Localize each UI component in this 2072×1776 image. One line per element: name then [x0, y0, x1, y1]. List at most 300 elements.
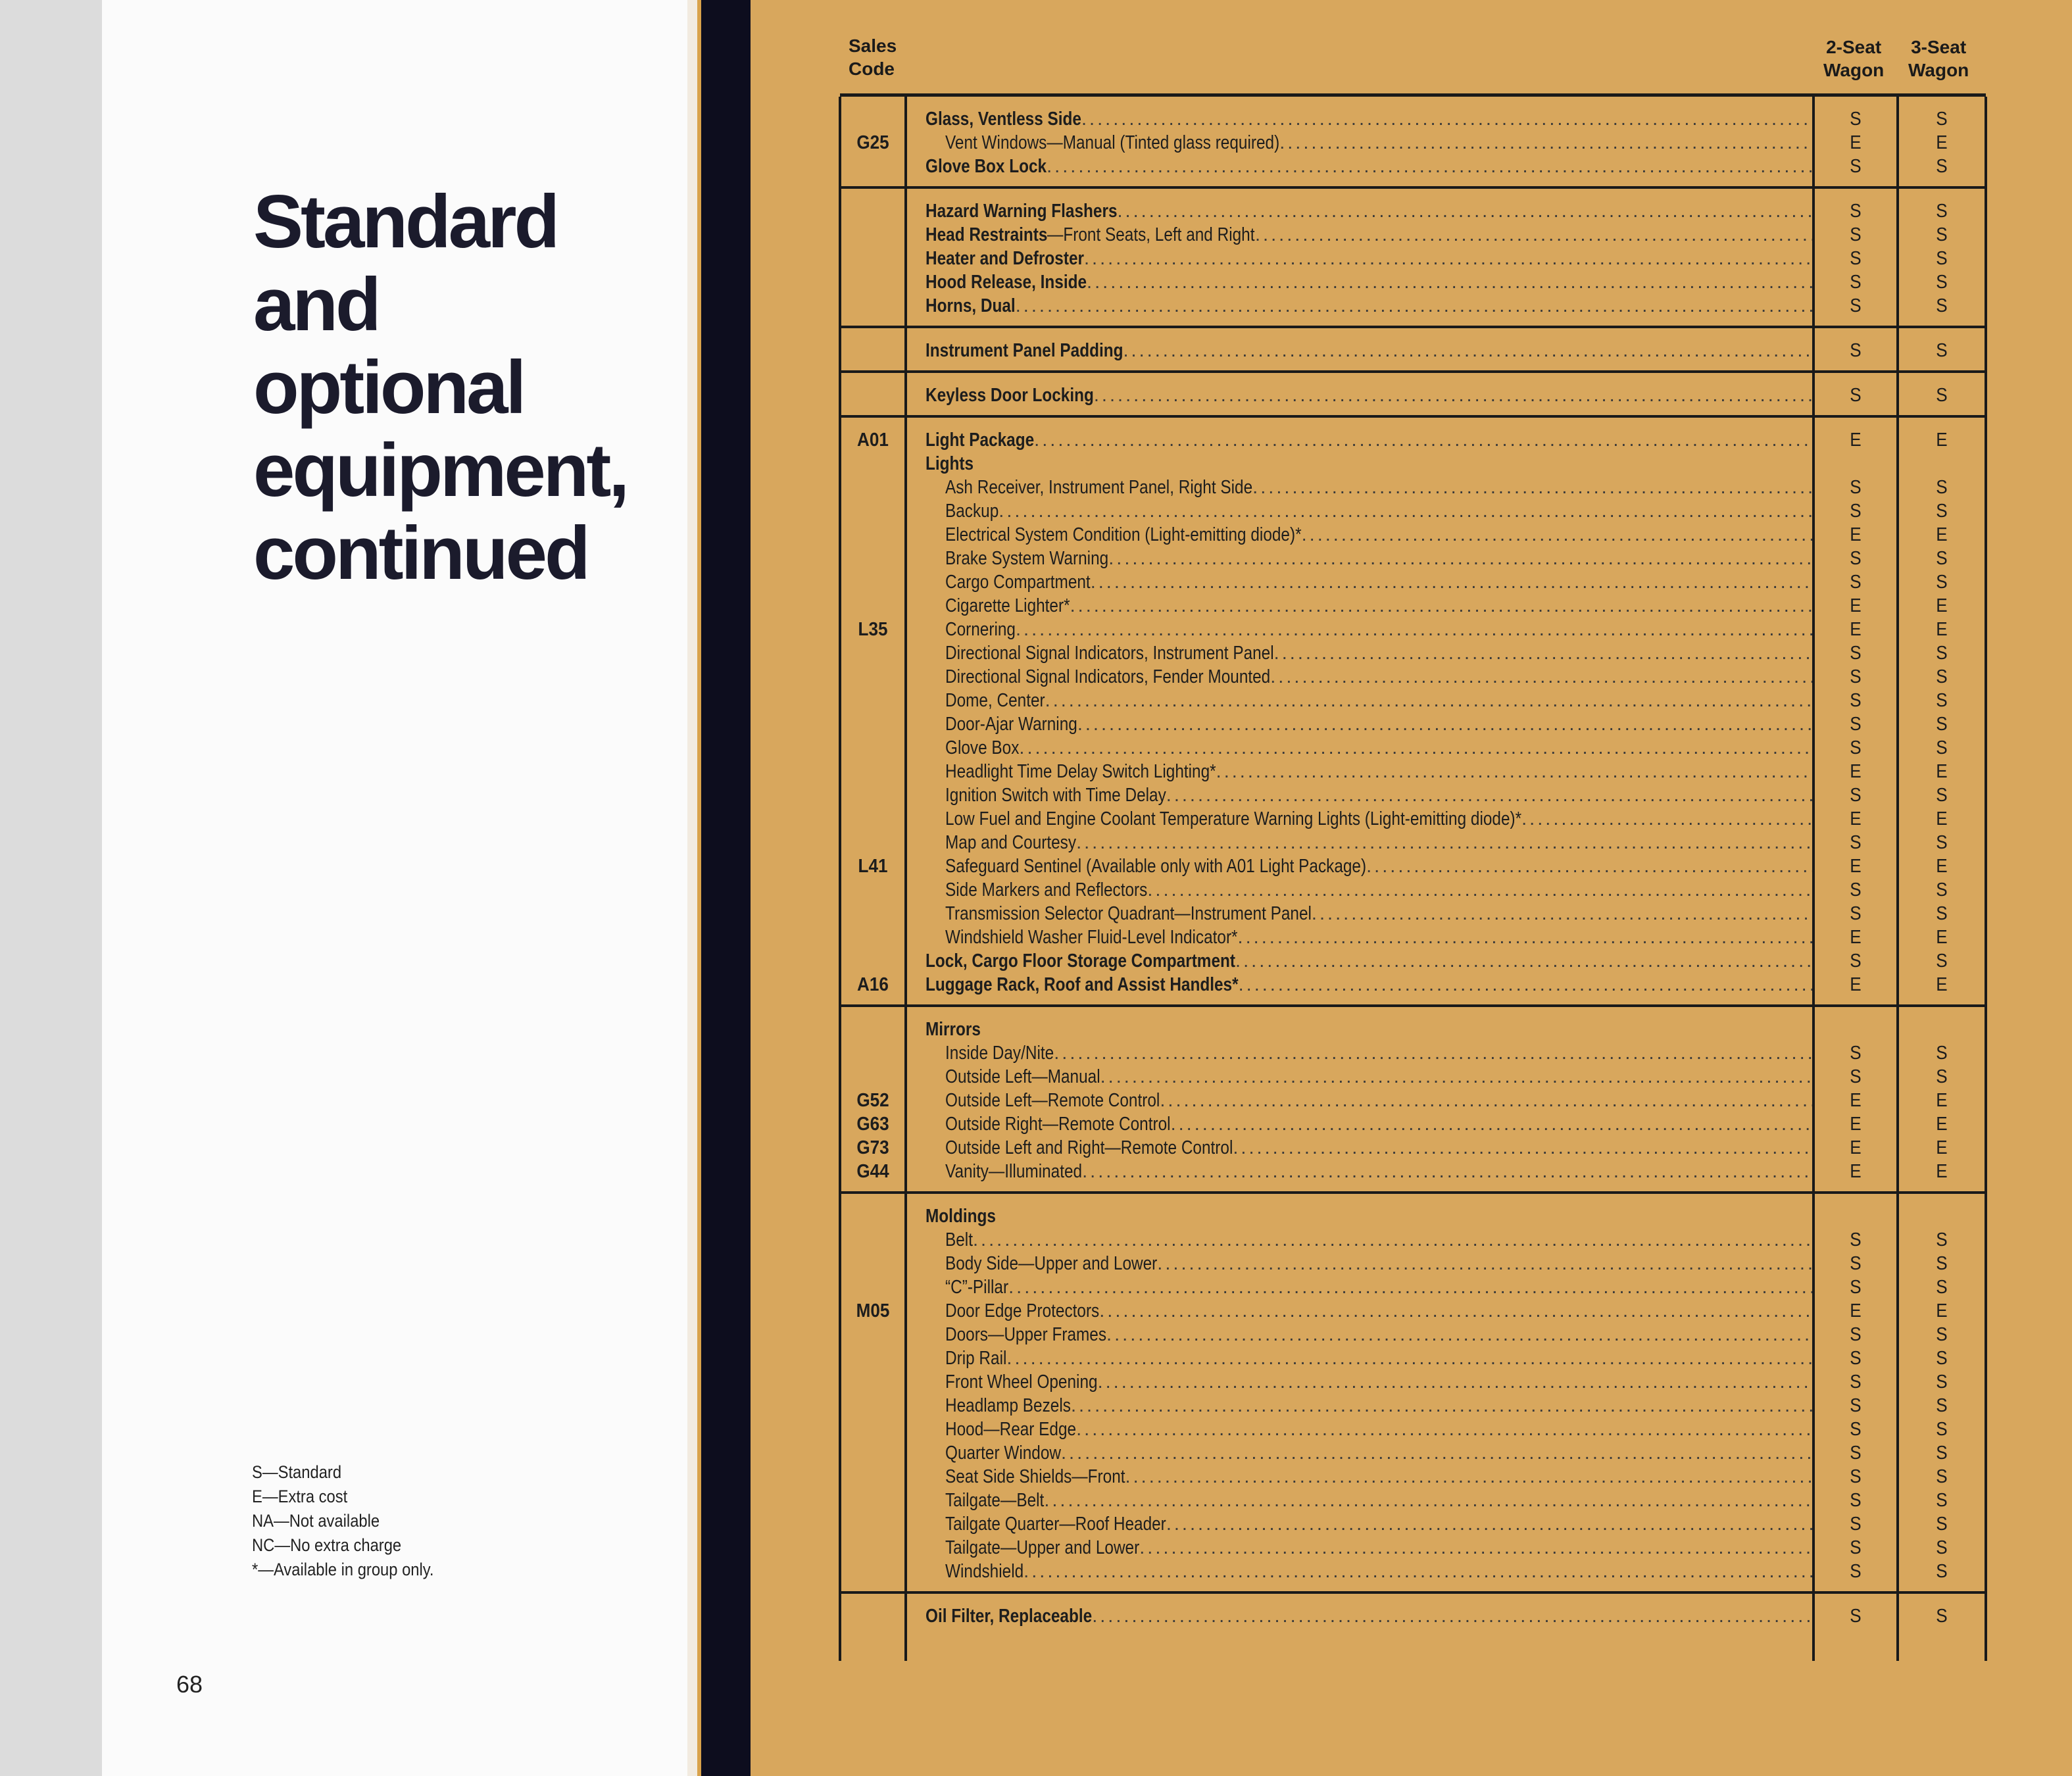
- availability-value: S: [1850, 1490, 1862, 1511]
- equipment-description-cell: [906, 523, 1813, 547]
- equipment-description-cell: [906, 689, 1813, 712]
- three-seat-wagon-cell: [1898, 1065, 1986, 1089]
- group-bottom-padding: [840, 1183, 1986, 1193]
- three-seat-wagon-cell: [1898, 973, 1986, 997]
- availability-value: S: [1936, 477, 1948, 498]
- table-row: [840, 831, 1986, 854]
- equipment-description: [907, 1560, 1812, 1583]
- dot-leader: [1312, 902, 1812, 925]
- two-seat-wagon-cell: [1813, 1041, 1898, 1065]
- table-row: [840, 523, 1986, 547]
- three-seat-cell: [1898, 318, 1986, 327]
- availability-value: E: [1850, 974, 1862, 995]
- header-sales-code: [849, 34, 897, 80]
- two-seat-cell: [1813, 407, 1898, 416]
- availability-value: S: [1850, 272, 1862, 293]
- equipment-description: [907, 618, 1812, 641]
- dot-leader: [1081, 107, 1812, 131]
- legend-item: NA—Not available: [252, 1511, 380, 1531]
- availability-value: S: [1850, 572, 1862, 593]
- description-cell: [906, 1594, 1813, 1604]
- equipment-label: Heater and Defroster: [925, 248, 1084, 269]
- three-seat-cell: [1898, 1628, 1986, 1661]
- equipment-table-body: [840, 95, 1986, 1662]
- two-seat-wagon-cell: [1813, 1489, 1898, 1512]
- sales-code-cell: [840, 1228, 906, 1252]
- two-seat-wagon-cell: [1813, 594, 1898, 618]
- two-seat-wagon-cell: [1813, 247, 1898, 270]
- equipment-label: Body Side—Upper and Lower: [945, 1253, 1158, 1274]
- sales-code-cell: [840, 878, 906, 902]
- sales-code-cell: [840, 1465, 906, 1489]
- availability-value: S: [1850, 224, 1862, 245]
- equipment-description: [907, 1346, 1812, 1370]
- availability-value: S: [1850, 1371, 1862, 1393]
- dot-leader: [1235, 949, 1812, 973]
- availability-value: S: [1850, 714, 1862, 735]
- equipment-description-cell: [906, 1299, 1813, 1323]
- equipment-description: [907, 155, 1812, 178]
- equipment-label: Tailgate Quarter—Roof Header: [945, 1514, 1166, 1535]
- availability-value: S: [1936, 950, 1948, 972]
- equipment-description: [907, 247, 1812, 270]
- equipment-description-cell: [906, 570, 1813, 594]
- dot-leader: [1123, 339, 1812, 362]
- equipment-label: Front Wheel Opening: [945, 1371, 1098, 1393]
- dot-leader: [1045, 689, 1812, 712]
- dot-leader: [1139, 1536, 1812, 1560]
- three-seat-wagon-cell: [1898, 155, 1986, 178]
- equipment-description-cell: [906, 1112, 1813, 1136]
- equipment-label: Head Restraints: [925, 224, 1048, 245]
- availability-value: S: [1850, 690, 1862, 711]
- availability-value: E: [1850, 856, 1862, 877]
- equipment-description: [907, 1252, 1812, 1275]
- equipment-description-cell: [906, 1441, 1813, 1465]
- table-row: [840, 1089, 1986, 1112]
- availability-value: E: [1936, 1090, 1948, 1111]
- table-row: [840, 594, 1986, 618]
- equipment-label: Lock, Cargo Floor Storage Compartment: [925, 950, 1236, 972]
- availability-value: S: [1936, 1348, 1948, 1369]
- table-row: [840, 1323, 1986, 1346]
- three-seat-wagon-cell: [1898, 1560, 1986, 1583]
- dot-leader: [1302, 523, 1812, 547]
- equipment-description-cell: [906, 925, 1813, 949]
- two-seat-wagon-cell: [1813, 925, 1898, 949]
- equipment-description: [907, 294, 1812, 318]
- three-seat-cell: [1898, 418, 1986, 428]
- three-seat-wagon-cell: [1898, 452, 1986, 476]
- header-line: Wagon: [1908, 60, 1969, 80]
- equipment-description: [907, 499, 1812, 523]
- availability-value: S: [1936, 690, 1948, 711]
- equipment-label: Backup: [945, 501, 999, 522]
- legend-item: E—Extra cost: [252, 1487, 348, 1506]
- sales-code-cell: [840, 570, 906, 594]
- availability-value: E: [1850, 927, 1862, 948]
- availability-value: S: [1936, 879, 1948, 900]
- group-bottom-padding: [840, 1628, 1986, 1661]
- two-seat-wagon-cell: [1813, 428, 1898, 452]
- equipment-description: [907, 925, 1812, 949]
- sales-code-cell: [840, 1370, 906, 1394]
- dot-leader: [1125, 1465, 1812, 1489]
- equipment-label: Electrical System Condition (Light-emitting diode)*: [945, 524, 1302, 545]
- two-seat-cell: [1813, 1583, 1898, 1592]
- availability-value: E: [1936, 1161, 1948, 1182]
- table-row: [840, 131, 1986, 155]
- three-seat-cell: [1898, 373, 1986, 383]
- two-seat-cell: [1813, 418, 1898, 428]
- group-bottom-padding: [840, 362, 1986, 372]
- description-cell: [906, 1183, 1813, 1193]
- table-row: [840, 1370, 1986, 1394]
- availability-value: S: [1936, 572, 1948, 593]
- availability-value: E: [1936, 524, 1948, 545]
- two-seat-wagon-cell: [1813, 949, 1898, 973]
- two-seat-wagon-cell: [1813, 854, 1898, 878]
- availability-value: S: [1850, 1443, 1862, 1464]
- dot-leader: [1366, 854, 1812, 878]
- equipment-label: Windshield: [945, 1561, 1024, 1582]
- two-seat-wagon-cell: [1813, 570, 1898, 594]
- three-seat-wagon-cell: [1898, 131, 1986, 155]
- equipment-description: [907, 831, 1812, 854]
- two-seat-cell: [1813, 1194, 1898, 1204]
- sales-code-cell: [840, 1041, 906, 1065]
- three-seat-wagon-cell: [1898, 689, 1986, 712]
- availability-value: S: [1936, 109, 1948, 130]
- three-seat-wagon-cell: [1898, 570, 1986, 594]
- equipment-label: Door Edge Protectors: [945, 1300, 1100, 1321]
- legend-item: S—Standard: [252, 1462, 342, 1482]
- table-row: [840, 641, 1986, 665]
- sales-code-cell: [840, 523, 906, 547]
- group-bottom-padding: [840, 178, 1986, 187]
- group-bottom-padding: [840, 407, 1986, 416]
- dot-leader: [999, 499, 1812, 523]
- dot-leader: [1160, 1089, 1812, 1112]
- equipment-label: Vent Windows—Manual (Tinted glass required): [945, 132, 1280, 153]
- availability-value: E: [1850, 595, 1862, 616]
- description-cell: [906, 373, 1813, 383]
- table-row: [840, 452, 1986, 476]
- availability-value: E: [1936, 761, 1948, 782]
- three-seat-cell: [1898, 1594, 1986, 1604]
- availability-value: E: [1936, 132, 1948, 153]
- equipment-description-cell: [906, 499, 1813, 523]
- code-cell: [840, 318, 906, 327]
- two-seat-wagon-cell: [1813, 712, 1898, 736]
- equipment-description: [907, 973, 1812, 997]
- availability-value: S: [1850, 477, 1862, 498]
- equipment-label: Instrument Panel Padding: [925, 340, 1123, 361]
- table-row: [840, 1441, 1986, 1465]
- two-seat-cell: [1813, 997, 1898, 1006]
- availability-value: E: [1850, 1090, 1862, 1111]
- equipment-description: [907, 1441, 1812, 1465]
- dot-leader: [1270, 665, 1812, 689]
- two-seat-wagon-cell: [1813, 1536, 1898, 1560]
- equipment-description-cell: [906, 1160, 1813, 1183]
- three-seat-wagon-cell: [1898, 1018, 1986, 1041]
- availability-value: S: [1850, 879, 1862, 900]
- table-row: [840, 618, 1986, 641]
- equipment-description-cell: [906, 1604, 1813, 1628]
- dot-leader: [1016, 618, 1812, 641]
- group-top-padding: [840, 1594, 1986, 1604]
- three-seat-wagon-cell: [1898, 107, 1986, 131]
- availability-value: S: [1850, 1229, 1862, 1250]
- dot-leader: [1279, 131, 1812, 155]
- three-seat-wagon-cell: [1898, 854, 1986, 878]
- availability-value: S: [1850, 385, 1862, 406]
- dot-leader: [1233, 1136, 1812, 1160]
- dot-leader: [1076, 1418, 1812, 1441]
- table-row: [840, 902, 1986, 925]
- availability-value: E: [1936, 808, 1948, 829]
- two-seat-wagon-cell: [1813, 1018, 1898, 1041]
- equipment-description-cell: [906, 1228, 1813, 1252]
- description-cell: [906, 328, 1813, 339]
- three-seat-wagon-cell: [1898, 665, 1986, 689]
- equipment-description-cell: [906, 1536, 1813, 1560]
- table-row: [840, 1418, 1986, 1441]
- equipment-label: Directional Signal Indicators, Instrument Panel: [945, 643, 1274, 664]
- three-seat-cell: [1898, 407, 1986, 416]
- code-cell: [840, 373, 906, 383]
- equipment-description-cell: [906, 1204, 1813, 1228]
- table-row: [840, 1346, 1986, 1370]
- sales-code-cell: [840, 131, 906, 155]
- header-2-seat-wagon: [1823, 36, 1884, 82]
- sales-code-cell: [840, 339, 906, 362]
- equipment-description: [907, 1041, 1812, 1065]
- legend-item: *—Available in group only.: [252, 1560, 434, 1579]
- availability-value: E: [1936, 430, 1948, 451]
- two-seat-wagon-cell: [1813, 1299, 1898, 1323]
- description-cell: [906, 97, 1813, 107]
- availability-value: S: [1936, 1043, 1948, 1064]
- two-seat-wagon-cell: [1813, 1512, 1898, 1536]
- equipment-description-cell: [906, 1018, 1813, 1041]
- dot-leader: [1061, 1441, 1812, 1465]
- two-seat-wagon-cell: [1813, 641, 1898, 665]
- two-seat-wagon-cell: [1813, 618, 1898, 641]
- two-seat-wagon-cell: [1813, 294, 1898, 318]
- sales-code: A01: [857, 430, 889, 451]
- availability-value: S: [1936, 1229, 1948, 1250]
- two-seat-wagon-cell: [1813, 736, 1898, 760]
- two-seat-wagon-cell: [1813, 1112, 1898, 1136]
- dot-leader: [1087, 270, 1812, 294]
- dot-leader: [1076, 831, 1812, 854]
- equipment-description: [907, 523, 1812, 547]
- sales-code-cell: [840, 854, 906, 878]
- three-seat-wagon-cell: [1898, 339, 1986, 362]
- equipment-description: [907, 339, 1812, 362]
- equipment-description-cell: [906, 1489, 1813, 1512]
- equipment-description-cell: [906, 665, 1813, 689]
- equipment-description: [907, 949, 1812, 973]
- two-seat-wagon-cell: [1813, 665, 1898, 689]
- two-seat-wagon-cell: [1813, 1204, 1898, 1228]
- dot-leader: [1166, 783, 1812, 807]
- equipment-description-cell: [906, 1346, 1813, 1370]
- equipment-label: Transmission Selector Quadrant—Instrument Panel: [945, 903, 1312, 924]
- equipment-label: Ash Receiver, Instrument Panel, Right Side: [945, 477, 1253, 498]
- three-seat-wagon-cell: [1898, 1275, 1986, 1299]
- equipment-description: [907, 1160, 1812, 1183]
- table-row: [840, 570, 1986, 594]
- sales-code-cell: [840, 1560, 906, 1583]
- equipment-description: [907, 476, 1812, 499]
- availability-value: S: [1936, 248, 1948, 269]
- availability-value: S: [1850, 1537, 1862, 1558]
- availability-value: E: [1850, 430, 1862, 451]
- page-title: [253, 181, 674, 595]
- availability-value: S: [1936, 1324, 1948, 1345]
- table-row: [840, 1512, 1986, 1536]
- three-seat-cell: [1898, 997, 1986, 1006]
- availability-value: S: [1850, 1066, 1862, 1087]
- two-seat-wagon-cell: [1813, 339, 1898, 362]
- availability-value: S: [1850, 156, 1862, 177]
- equipment-description-cell: [906, 294, 1813, 318]
- equipment-description: [907, 665, 1812, 689]
- two-seat-wagon-cell: [1813, 1560, 1898, 1583]
- availability-value: E: [1936, 856, 1948, 877]
- dot-leader: [1118, 199, 1813, 223]
- three-seat-wagon-cell: [1898, 383, 1986, 407]
- page-title-line: equipment,: [253, 429, 628, 512]
- table-row: [840, 499, 1986, 523]
- table-row: [840, 1560, 1986, 1583]
- table-row: [840, 107, 1986, 131]
- availability-value: S: [1936, 1466, 1948, 1487]
- equipment-description: [907, 1418, 1812, 1441]
- code-cell: [840, 362, 906, 372]
- equipment-description: [907, 1323, 1812, 1346]
- table-row: [840, 1228, 1986, 1252]
- legend-item: NC—No extra charge: [252, 1535, 402, 1555]
- sales-code-cell: [840, 107, 906, 131]
- two-seat-wagon-cell: [1813, 902, 1898, 925]
- page-number: 68: [176, 1671, 203, 1698]
- two-seat-cell: [1813, 1594, 1898, 1604]
- availability-value: S: [1936, 1561, 1948, 1582]
- table-row: [840, 665, 1986, 689]
- equipment-label: Moldings: [925, 1206, 996, 1227]
- three-seat-cell: [1898, 189, 1986, 199]
- availability-value: S: [1936, 1395, 1948, 1416]
- table-row: [840, 1112, 1986, 1136]
- equipment-description: [907, 594, 1812, 618]
- equipment-description-cell: [906, 1275, 1813, 1299]
- availability-value: S: [1850, 737, 1862, 758]
- description-cell: [906, 1628, 1813, 1661]
- table-row: [840, 1299, 1986, 1323]
- three-seat-wagon-cell: [1898, 1489, 1986, 1512]
- availability-value: S: [1936, 1419, 1948, 1440]
- sales-code-cell: [840, 1489, 906, 1512]
- sales-code: A16: [857, 974, 889, 995]
- equipment-label: Keyless Door Locking: [925, 385, 1094, 406]
- equipment-label: Outside Left—Manual: [945, 1066, 1100, 1087]
- availability-value: S: [1850, 903, 1862, 924]
- dot-leader: [1047, 155, 1812, 178]
- equipment-label: Side Markers and Reflectors: [945, 879, 1148, 900]
- sales-code-cell: [840, 476, 906, 499]
- equipment-description-cell: [906, 1418, 1813, 1441]
- availability-value: S: [1936, 1537, 1948, 1558]
- availability-value: S: [1936, 501, 1948, 522]
- three-seat-wagon-cell: [1898, 270, 1986, 294]
- availability-value: S: [1936, 1443, 1948, 1464]
- availability-value: S: [1850, 666, 1862, 687]
- equipment-label: Mirrors: [925, 1019, 981, 1040]
- equipment-label: Cigarette Lighter*: [945, 595, 1070, 616]
- three-seat-wagon-cell: [1898, 783, 1986, 807]
- table-row: [840, 1160, 1986, 1183]
- table-row: [840, 339, 1986, 362]
- page-title-line: continued: [253, 512, 588, 595]
- equipment-label: Seat Side Shields—Front: [945, 1466, 1125, 1487]
- availability-value: S: [1936, 714, 1948, 735]
- dot-leader: [973, 1228, 1812, 1252]
- equipment-label: Inside Day/Nite: [945, 1043, 1054, 1064]
- equipment-description-cell: [906, 199, 1813, 223]
- table-row: [840, 1018, 1986, 1041]
- sales-code-cell: [840, 247, 906, 270]
- two-seat-wagon-cell: [1813, 1252, 1898, 1275]
- availability-value: S: [1850, 248, 1862, 269]
- two-seat-wagon-cell: [1813, 760, 1898, 783]
- availability-value: S: [1936, 1514, 1948, 1535]
- equipment-label: Hood—Rear Edge: [945, 1419, 1077, 1440]
- dot-leader: [1034, 428, 1812, 452]
- equipment-description-cell: [906, 641, 1813, 665]
- availability-value: S: [1850, 548, 1862, 569]
- sales-code-cell: [840, 1441, 906, 1465]
- availability-value: S: [1850, 1606, 1862, 1627]
- equipment-description: [907, 689, 1812, 712]
- equipment-description: [907, 199, 1812, 223]
- sales-code-cell: [840, 547, 906, 570]
- equipment-description-cell: [906, 247, 1813, 270]
- equipment-label: Outside Right—Remote Control: [945, 1114, 1171, 1135]
- dot-leader: [1091, 570, 1812, 594]
- table-row: [840, 199, 1986, 223]
- availability-value: S: [1936, 1253, 1948, 1274]
- sales-code-cell: [840, 1112, 906, 1136]
- description-cell: [906, 1194, 1813, 1204]
- sales-code-cell: [840, 641, 906, 665]
- table-row: [840, 973, 1986, 997]
- table-row: [840, 689, 1986, 712]
- equipment-description-cell: [906, 107, 1813, 131]
- equipment-label: Horns, Dual: [925, 295, 1016, 316]
- availability-value: S: [1936, 903, 1948, 924]
- equipment-label: Drip Rail: [945, 1348, 1007, 1369]
- three-seat-wagon-cell: [1898, 736, 1986, 760]
- table-row: [840, 1604, 1986, 1628]
- availability-value: S: [1936, 295, 1948, 316]
- sales-code-cell: [840, 1536, 906, 1560]
- three-seat-wagon-cell: [1898, 831, 1986, 854]
- sales-code-cell: [840, 1346, 906, 1370]
